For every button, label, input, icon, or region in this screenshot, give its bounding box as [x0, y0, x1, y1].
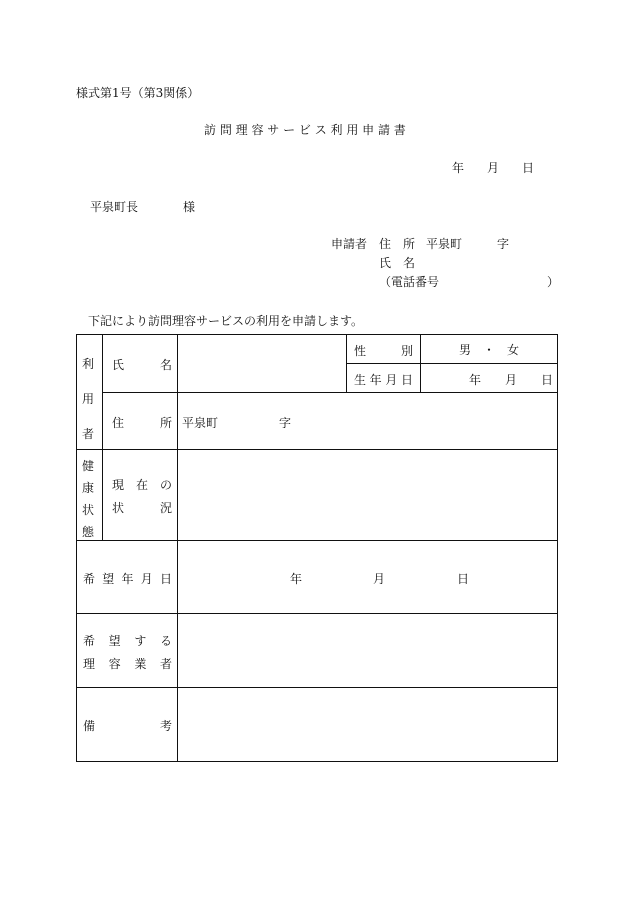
user-label-char: 利: [82, 357, 95, 371]
form-number: 様式第1号（第3関係）: [76, 86, 200, 100]
desired-month-char: 月: [373, 572, 386, 586]
desired-date-label: 希 望 年 月 日: [83, 572, 172, 586]
user-category-label: [82, 347, 94, 452]
applicant-name-label: 氏 名: [379, 256, 416, 270]
user-label-char: 者: [82, 427, 95, 441]
table-border-left: [76, 334, 77, 762]
addressee-honorific: 様: [183, 200, 196, 214]
health-label-char: 康: [82, 481, 95, 495]
sex-label: 性 別: [354, 344, 413, 358]
sex-options: 男 ・ 女: [458, 342, 519, 357]
name-label: 氏 名: [112, 358, 172, 372]
table-border-right: [557, 334, 558, 762]
birth-month-char: 月: [505, 373, 518, 387]
remarks-label: 備 考: [83, 719, 172, 733]
health-label-char: 状: [82, 503, 95, 517]
birth-year-char: 年: [469, 373, 482, 387]
health-category-label: [82, 455, 94, 543]
current-condition-field[interactable]: [178, 450, 557, 540]
addressee-office: 平泉町長: [90, 200, 139, 214]
applicant-address-label: 住 所: [379, 237, 416, 251]
address-field[interactable]: [178, 393, 557, 449]
category-divider: [102, 334, 103, 540]
applicant-address-aza: 字: [497, 237, 510, 251]
address-aza: 字: [279, 416, 292, 430]
sex-field[interactable]: [421, 335, 557, 363]
current-condition-label-line2: 状 況: [112, 501, 172, 515]
health-label-char: 健: [82, 459, 95, 473]
current-condition-label-line1: 現 在 の: [112, 478, 172, 492]
table-border-bottom: [76, 761, 558, 762]
desired-barber-label-line1: 希 望 す る: [83, 634, 172, 648]
applicant-label: 申請者: [331, 237, 368, 251]
birth-date-field[interactable]: [421, 364, 557, 392]
desired-day-char: 日: [457, 572, 470, 586]
birth-day-char: 日: [541, 373, 554, 387]
applicant-address-town: 平泉町: [426, 237, 463, 251]
applicant-phone-close: ）: [547, 275, 560, 289]
name-field[interactable]: [178, 335, 346, 392]
date-day-char: 日: [522, 161, 535, 175]
desired-year-char: 年: [290, 572, 303, 586]
remarks-field[interactable]: [178, 688, 557, 761]
health-label-char: 態: [82, 525, 95, 539]
desired-barber-field[interactable]: [178, 614, 557, 687]
date-month-char: 月: [487, 161, 500, 175]
applicant-phone-open: （電話番号: [379, 275, 440, 289]
address-town: 平泉町: [182, 416, 219, 430]
address-label: 住 所: [112, 416, 172, 430]
desired-date-field[interactable]: [178, 541, 557, 613]
date-year-char: 年: [452, 161, 465, 175]
intro-text: 下記により訪問理容サービスの利用を申請します。: [88, 314, 364, 328]
form-title: 訪 問 理 容 サ ー ビ ス 利 用 申 請 書: [204, 123, 406, 137]
user-label-char: 用: [82, 392, 95, 406]
birth-date-label: 生 年 月 日: [354, 373, 413, 387]
desired-barber-label-line2: 理 容 業 者: [83, 657, 172, 671]
